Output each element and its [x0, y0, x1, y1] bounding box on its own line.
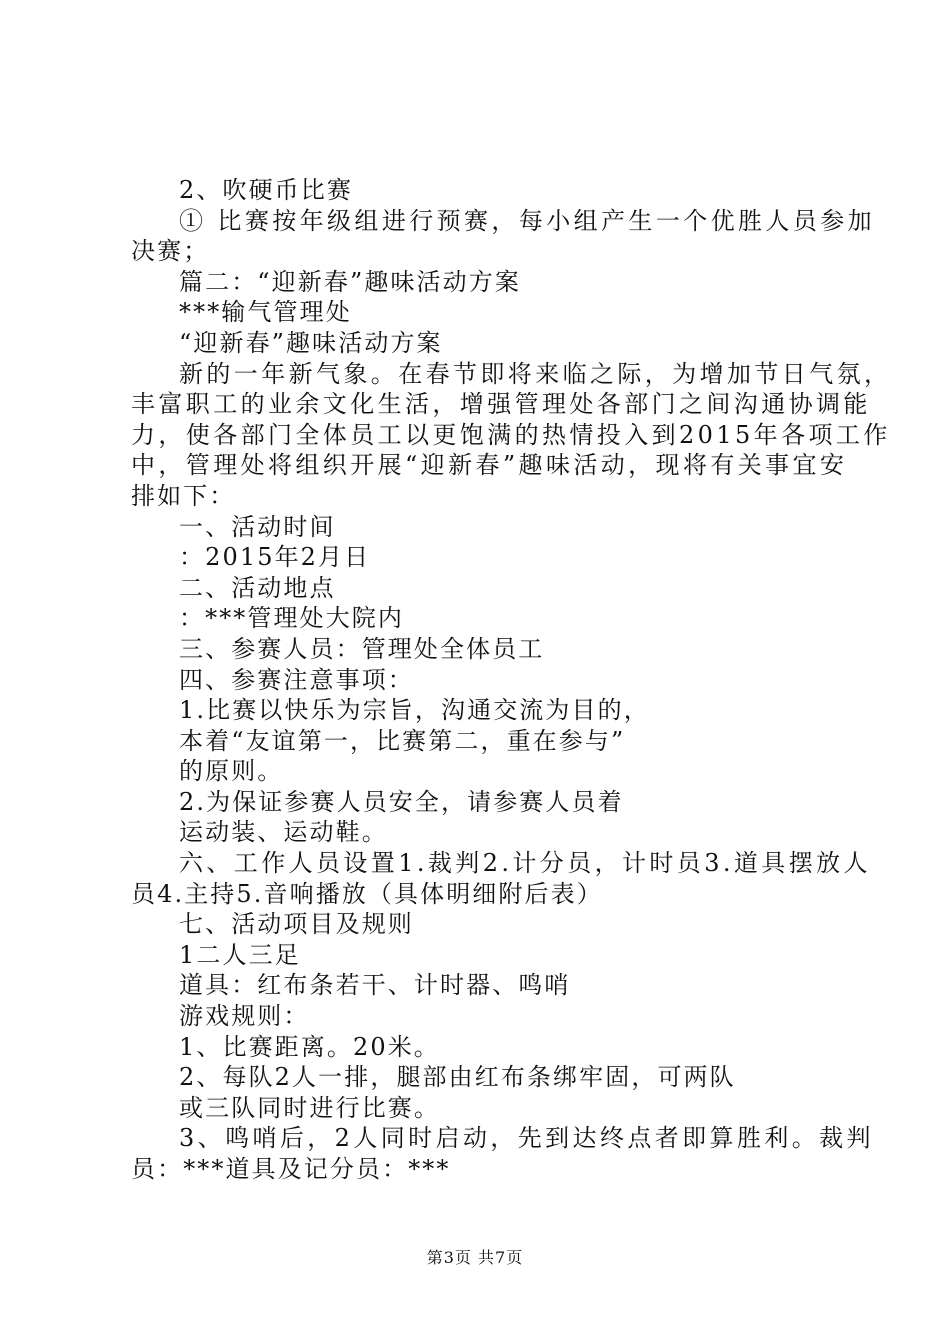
text-line: 1.比赛以快乐为宗旨，沟通交流为目的， — [179, 696, 650, 725]
text-line: 六、工作人员设置1.裁判2.计分员，计时员3.道具摆放人 — [179, 849, 871, 878]
text-line: 2、每队2人一排，腿部由红布条绑牢固，可两队 — [179, 1063, 736, 1092]
text-line: 中，管理处将组织开展“迎新春”趣味活动，现将有关事宜安 — [131, 451, 848, 480]
text-line: 2、吹硬币比赛 — [179, 176, 353, 204]
text-line: 的原则。 — [179, 757, 284, 786]
text-line: 决赛； — [131, 237, 210, 266]
text-line: 道具：红布条若干、计时器、鸣哨 — [179, 971, 571, 1000]
text-line: ：2015年2月日 — [179, 543, 371, 572]
text-line: ：***管理处大院内 — [179, 604, 404, 633]
text-line: 二、活动地点 — [179, 573, 336, 602]
text-line: 本着“友谊第一，比赛第二，重在参与” — [179, 726, 626, 755]
text-line: 三、参赛人员：管理处全体员工 — [179, 634, 545, 663]
text-line: 3、鸣哨后，2人同时启动，先到达终点者即算胜利。裁判 — [179, 1124, 874, 1153]
text-line: 员：***道具及记分员：*** — [131, 1155, 451, 1183]
text-line: ① 比赛按年级组进行预赛，每小组产生一个优胜人员参加 — [179, 206, 876, 235]
page-footer: 第3页 共7页 — [426, 1248, 524, 1267]
text-line: “迎新春”趣味活动方案 — [179, 328, 443, 357]
text-line: 七、活动项目及规则 — [179, 910, 414, 939]
text-line: 排如下： — [131, 481, 236, 510]
text-line: 游戏规则： — [179, 1002, 310, 1031]
text-line: 1二人三足 — [179, 940, 301, 969]
text-line: 1、比赛距离。20米。 — [179, 1032, 440, 1061]
text-line: 力，使各部门全体员工以更饱满的热情投入到2015年各项工作 — [131, 420, 891, 449]
text-line: ***输气管理处 — [179, 298, 352, 327]
text-line: 新的一年新气象。在春节即将来临之际，为增加节日气氛， — [179, 359, 892, 388]
text-line: 篇二：“迎新春”趣味活动方案 — [179, 267, 521, 296]
text-line: 一、活动时间 — [179, 512, 336, 541]
text-line: 四、参赛注意事项： — [179, 665, 414, 694]
document-body — [131, 175, 892, 1185]
text-line: 2.为保证参赛人员安全，请参赛人员着 — [179, 787, 624, 816]
text-line: 丰富职工的业余文化生活，增强管理处各部门之间沟通协调能 — [131, 390, 871, 419]
text-line: 或三队同时进行比赛。 — [179, 1093, 440, 1122]
text-line: 运动装、运动鞋。 — [179, 818, 388, 847]
text-line: 员4.主持5.音响播放（具体明细附后表） — [131, 879, 603, 908]
